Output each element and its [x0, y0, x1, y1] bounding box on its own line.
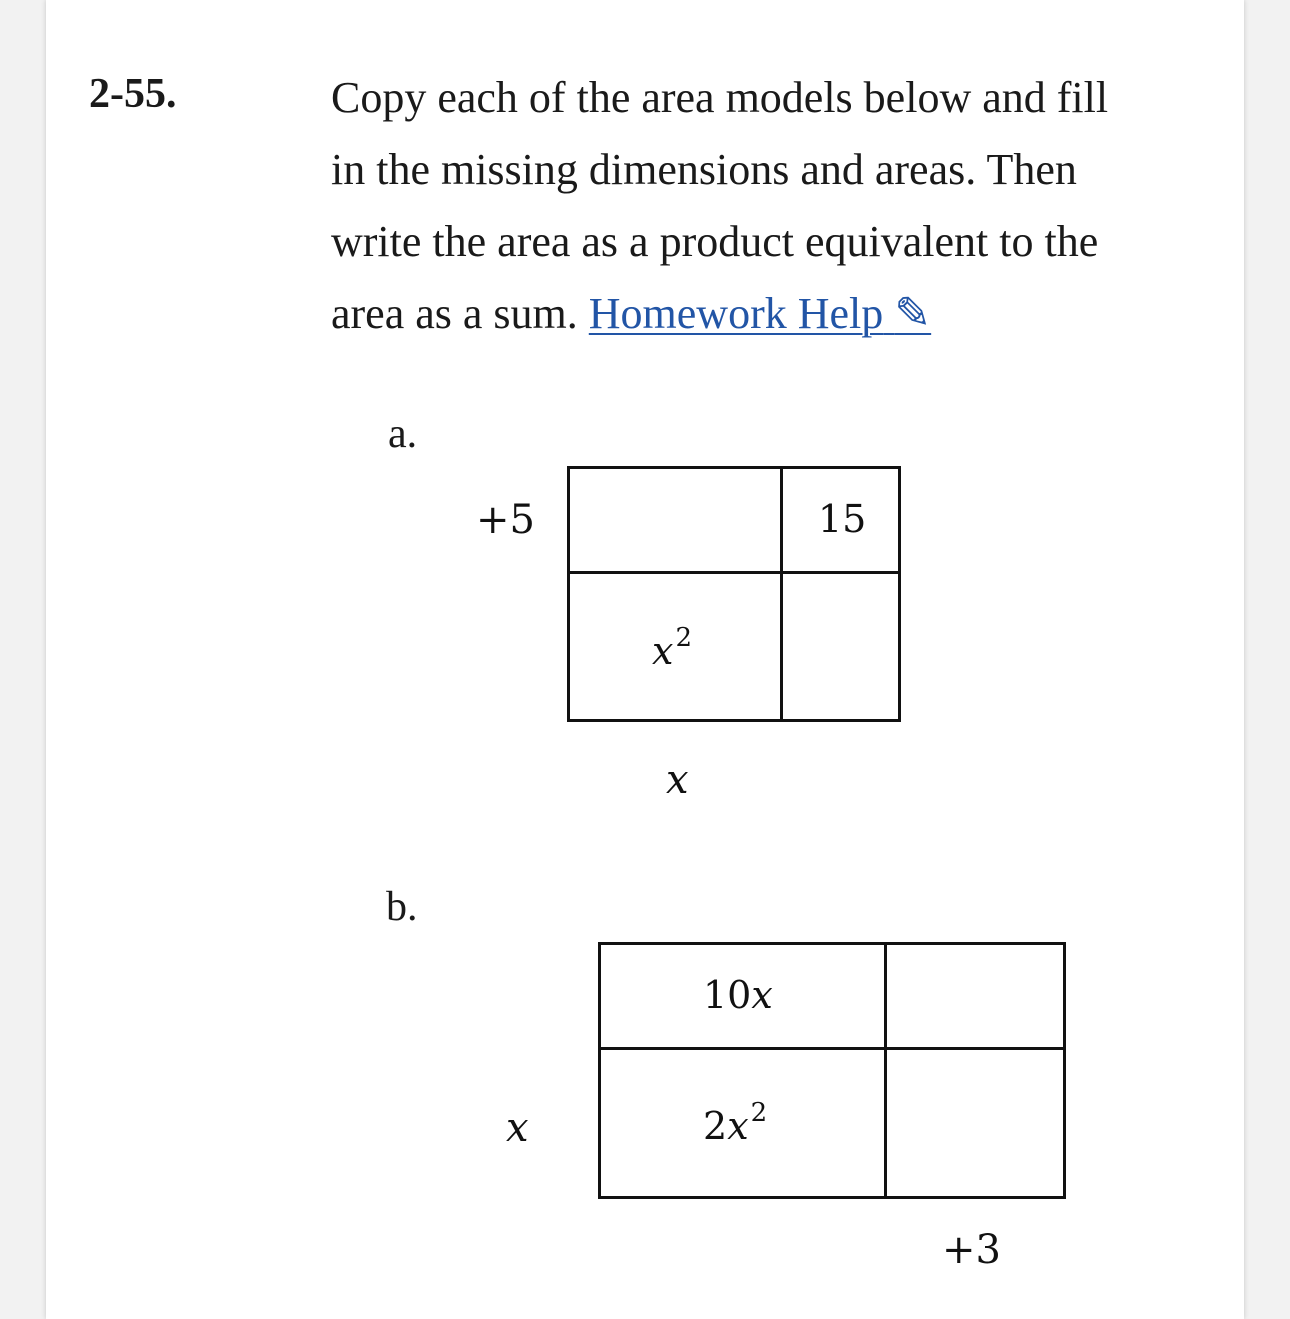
part-a-cell-bottom-left-exp: 2 [675, 623, 692, 653]
pencil-icon[interactable]: ✎ [894, 289, 932, 338]
part-a-cell-bottom-left-var: x [652, 629, 674, 673]
problem-statement [331, 62, 1211, 350]
part-b-vertical-divider [884, 945, 887, 1196]
part-a-bottom-dimension [666, 757, 689, 803]
part-b-cell-bottom-left-exp: 2 [750, 1098, 768, 1128]
statement-line-4-text: area as a sum. [331, 289, 578, 338]
part-b-cell-bottom-left [703, 1098, 768, 1148]
part-b-left-dimension-var: x [506, 1105, 529, 1151]
homework-help-link[interactable] [589, 289, 931, 338]
part-a-horizontal-divider [570, 571, 898, 574]
part-b-label: b. [386, 884, 418, 930]
part-b-horizontal-divider [601, 1047, 1063, 1050]
part-b-area-model [598, 942, 1066, 1199]
statement-line-3: write the area as a product equivalent to the [331, 217, 1099, 266]
part-b-cell-top-left-var: x [751, 973, 773, 1017]
part-a-cell-bottom-left [652, 623, 692, 673]
part-a-left-dimension: +5 [476, 497, 535, 543]
statement-line-1: Copy each of the area models below and fill [331, 73, 1109, 122]
part-b-cell-bottom-left-var: x [727, 1104, 749, 1148]
statement-line-4 [331, 278, 1211, 350]
part-b-left-dimension [506, 1105, 529, 1151]
part-a-label: a. [388, 411, 418, 457]
part-a-vertical-divider [780, 469, 783, 719]
part-b-bottom-dimension: +3 [942, 1227, 1001, 1273]
homework-help-label[interactable]: Homework Help [588, 289, 884, 338]
part-a-bottom-dimension-var: x [666, 757, 689, 803]
part-a-cell-top-right: 15 [818, 497, 867, 541]
part-b-cell-top-left-coef: 10 [703, 973, 752, 1017]
statement-line-2: in the missing dimensions and areas. Then [331, 145, 1077, 194]
part-b-cell-bottom-left-coef: 2 [703, 1104, 728, 1148]
part-b-cell-top-left [703, 973, 773, 1017]
problem-number: 2-55. [89, 71, 177, 117]
